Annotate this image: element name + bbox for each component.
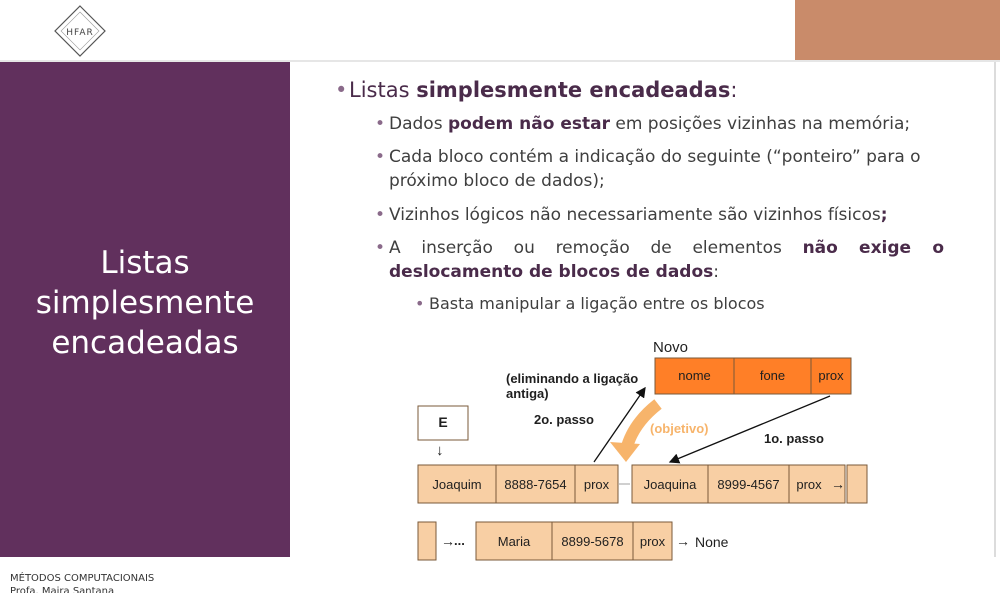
novo-cell-fone: fone — [759, 368, 786, 383]
cell-joaquina-name: Joaquina — [643, 477, 697, 492]
bullet-text: A inserção ou remoção de elementos — [389, 238, 803, 258]
node-partial-right — [847, 465, 867, 503]
right-border-line — [994, 62, 996, 557]
node-partial-left — [418, 522, 436, 560]
passo1-label: 1o. passo — [764, 431, 824, 446]
bullet-dot-icon: • — [415, 294, 425, 313]
eliminando-line: antiga) — [506, 386, 549, 401]
down-arrow-icon: ↓ — [436, 442, 444, 459]
bullet-text: em posições vizinhas na memória; — [609, 114, 911, 134]
cell-joaquim-fone: 8888-7654 — [504, 477, 567, 492]
bullet-text: próximo bloco de dados); — [389, 171, 605, 191]
bullet-bold: não exige o — [802, 238, 944, 258]
cell-maria-prox: prox — [639, 534, 666, 549]
bullet-text: Basta manipular a ligação entre os blocos — [429, 294, 765, 313]
bullet-text: Cada bloco contém a indicação do seguinte (“ponteiro” para o — [389, 147, 921, 167]
novo-cell-prox: prox — [818, 368, 844, 383]
header-accent-bar — [795, 0, 1000, 60]
objetivo-label: (objetivo) — [650, 421, 709, 436]
right-arrow-icon: → — [831, 476, 845, 492]
footer — [10, 572, 154, 593]
eliminando-label — [506, 371, 638, 401]
none-label: None — [695, 534, 729, 550]
novo-label: Novo — [653, 339, 689, 356]
nested-bullet — [415, 294, 765, 313]
cell-joaquina-prox: prox — [796, 477, 822, 492]
right-arrow-icon: → — [441, 533, 455, 549]
slide-title-line: Listas — [100, 245, 190, 281]
bullet-text: Dados — [389, 114, 448, 134]
logo — [52, 4, 108, 58]
bullet-dot-icon: • — [375, 147, 386, 167]
novo-cell-nome: nome — [678, 368, 711, 383]
slide-title — [0, 243, 290, 363]
bullet-dot-icon: • — [375, 114, 386, 134]
cell-joaquim-prox: prox — [583, 477, 610, 492]
footer-teacher: Profa. Maira Santana — [10, 586, 115, 593]
ellipsis-label: ... — [454, 533, 465, 548]
main-bullet-text: Listas — [349, 78, 417, 102]
right-arrow-icon: → — [676, 533, 690, 549]
linked-list-diagram — [412, 338, 872, 566]
cell-joaquina-fone: 8999-4567 — [717, 477, 780, 492]
sub-bullet — [375, 112, 944, 136]
bullet-text: : — [713, 262, 719, 282]
e-label: E — [438, 414, 448, 430]
footer-course: MÉTODOS COMPUTACIONAIS — [10, 573, 155, 584]
sub-bullet — [375, 145, 944, 193]
bullet-dot-icon: • — [375, 205, 386, 225]
bullet-dot-icon: • — [335, 78, 348, 102]
logo-text: HFAR — [66, 28, 94, 38]
cell-maria-fone: 8899-5678 — [561, 534, 624, 549]
bullet-bold: ; — [880, 205, 888, 225]
main-bullet-bold: simplesmente encadeadas — [416, 78, 731, 102]
cell-joaquim-name: Joaquim — [432, 477, 482, 492]
bullet-text: Vizinhos lógicos não necessariamente são vizinhos físicos — [389, 205, 881, 225]
slide-title-line: simplesmente — [35, 285, 255, 321]
bullet-bold: podem não estar — [447, 114, 610, 134]
cell-maria-name: Maria — [497, 534, 531, 549]
eliminando-line: (eliminando a ligação — [506, 371, 639, 386]
passo2-label: 2o. passo — [534, 412, 594, 427]
sub-bullet — [375, 203, 944, 227]
bullet-dot-icon: • — [375, 238, 386, 258]
sub-bullet — [375, 236, 944, 284]
main-bullet-suffix: : — [730, 78, 738, 102]
bullet-bold: deslocamento de blocos de dados — [389, 262, 714, 282]
main-bullet — [335, 78, 737, 102]
slide-title-line: encadeadas — [51, 325, 239, 361]
